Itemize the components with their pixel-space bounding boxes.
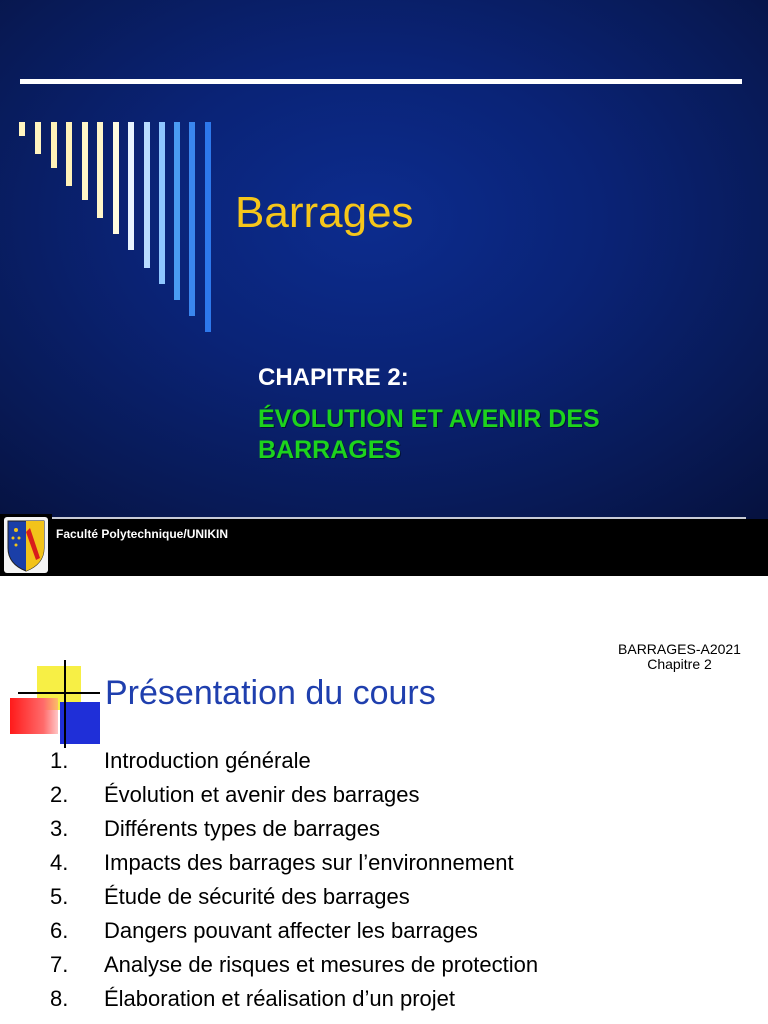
deco-bar — [159, 122, 165, 284]
item-number: 4. — [50, 850, 69, 875]
deco-bar — [35, 122, 41, 154]
faculty-crest-icon — [0, 514, 52, 576]
item-number: 7. — [50, 952, 69, 977]
content-slide — [0, 598, 768, 1024]
deco-bar — [97, 122, 103, 218]
deco-bar — [66, 122, 72, 186]
footer-text: Faculté Polytechnique/UNIKIN — [56, 527, 229, 541]
item-number: 2. — [50, 782, 69, 807]
deco-bar — [128, 122, 134, 250]
item-text: Introduction générale — [104, 748, 311, 773]
item-text: Impacts des barrages sur l’environnement — [104, 850, 514, 875]
chapter-label: CHAPITRE 2: — [258, 364, 409, 391]
item-number: 3. — [50, 816, 69, 841]
deco-bar — [174, 122, 180, 300]
deco-bar — [82, 122, 88, 200]
item-text: Dangers pouvant affecter les barrages — [104, 918, 478, 943]
item-number: 8. — [50, 986, 69, 1011]
deco-bar — [189, 122, 195, 316]
deco-blue-square — [60, 702, 100, 744]
deco-bar — [144, 122, 150, 268]
slide-title: Présentation du cours — [105, 674, 436, 712]
item-number: 5. — [50, 884, 69, 909]
chapter-ref: Chapitre 2 — [647, 656, 712, 672]
item-text: Évolution et avenir des barrages — [104, 782, 420, 807]
slide-header-note — [602, 642, 757, 672]
deco-vertical-line — [64, 660, 66, 748]
top-divider — [20, 79, 742, 84]
item-text: Étude de sécurité des barrages — [104, 884, 410, 909]
slide-title: Barrages — [235, 188, 414, 237]
deco-bar — [19, 122, 25, 136]
item-text: Analyse de risques et mesures de protection — [104, 952, 539, 977]
item-number: 1. — [50, 748, 69, 773]
deco-bar — [205, 122, 211, 332]
deco-bar — [51, 122, 57, 168]
chapter-title: ÉVOLUTION ET AVENIR DES BARRAGES — [258, 405, 600, 464]
deco-red-square — [10, 698, 58, 734]
deco-horizontal-line — [18, 692, 100, 694]
item-number: 6. — [50, 918, 69, 943]
course-code: BARRAGES-A2021 — [618, 641, 741, 657]
item-text: Différents types de barrages — [104, 816, 380, 841]
deco-bar — [113, 122, 119, 234]
item-text: Élaboration et réalisation d’un projet — [104, 986, 456, 1011]
